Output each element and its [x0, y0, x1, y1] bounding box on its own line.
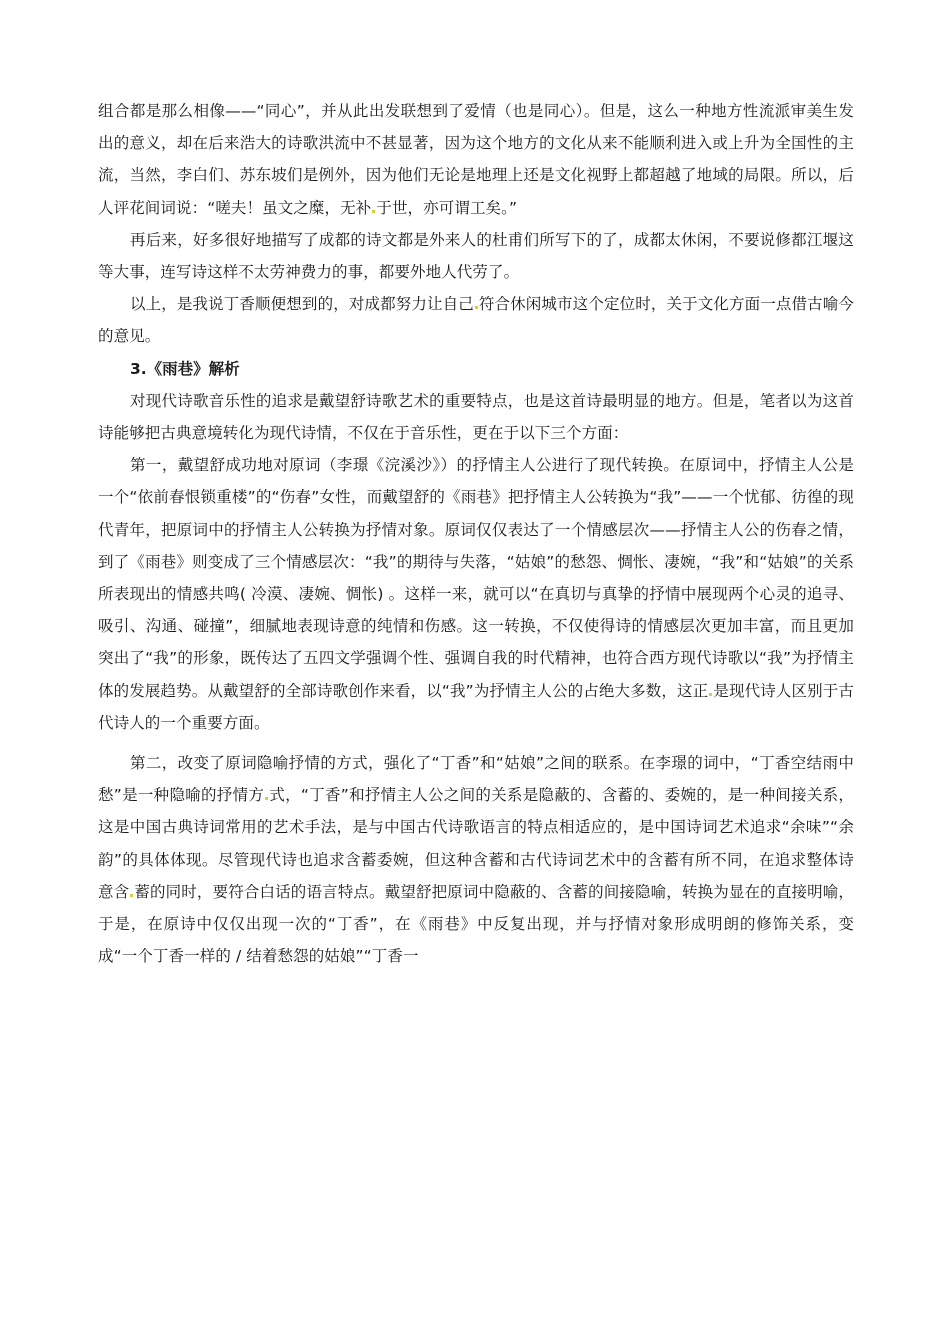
text-segment: 于世，亦可谓工矣。”	[376, 198, 518, 217]
mark-dot-icon	[709, 693, 712, 696]
paragraph-chengdu-poets	[98, 224, 854, 288]
paragraph-second-point	[98, 747, 854, 972]
mark-dot-icon	[130, 894, 133, 897]
mark-dot-icon	[265, 797, 268, 800]
text-segment: 第二，改变了原词隐喻抒情的方式，强化了“丁香”和“姑娘”之间的联系。在李璟的词中，“丁香空结雨中愁”是一种隐喻的抒情方	[98, 754, 854, 805]
paragraph-opinion	[98, 288, 854, 352]
text-segment: 以上，是我说丁香顺便想到的，对成都努力让自己	[130, 295, 474, 314]
text-segment: 符合休闲城市这个定位时，关于文化方面一点借古喻今的意见。	[98, 295, 855, 346]
paragraph-first-point	[98, 449, 854, 739]
text-segment: 第一，戴望舒成功地对原词（李璟《浣溪沙》）的抒情主人公进行了现代转换。在原词中，抒情主人公是一个“依前春恨锁重楼”的“伤春”女性，而戴望舒的《雨巷》把抒情主人公转换为“我”——一个忧郁、彷徨的现代青年，把原词中的抒情主人公转换为抒情对象。原词仅仅表达了一个情感层次——抒情主人公的伤春之情，到了《雨巷》则变成了三个情感层次：“我”的期待与失落，“姑娘”的愁怨、惆怅、凄婉，“我”和“姑娘”的关系所表现出的情感共鸣( 冷漠、凄婉、惆怅) 。这样一来，就可以“在真切与真挚的抒情中展现两个心灵的追寻、吸引、沟通、碰撞”，细腻地表现诗意的纯情和伤感。这一转换，不仅使得诗的情感层次更加丰富，而且更加突出了“我”的形象，既传达了五四文学强调个性、强调自我的时代精神，也符合西方现代诗歌以“我”为抒情主体的发展趋势。从戴望舒的全部诗歌创作来看，以“我”为抒情主人公的占绝大多数，这正	[98, 456, 854, 700]
paragraph-gap	[98, 739, 854, 747]
section-heading	[98, 353, 854, 385]
text-segment: 再后来，好多很好地描写了成都的诗文都是外来人的杜甫们所写下的了，成都太休闲，不要说修都江堰这等大事，连写诗这样不太劳神费力的事，都要外地人代劳了。	[98, 230, 854, 282]
text-segment: 组合都是那么相像——“同心”，并从此出发联想到了爱情（也是同心）。但是，这么一种地方性流派审美生发出的意义，却在后来浩大的诗歌洪流中不甚显著，因为这个地方的文化从来不能顺利进入或上升为全国性的主流，当然，李白们、苏东坡们是例外，因为他们无论是地理上还是文化视野上都超越了地域的局限。所以，后人评花间词说：“嗟夫！虽文之糜，无补	[98, 102, 854, 217]
text-segment: 对现代诗歌音乐性的追求是戴望舒诗歌艺术的重要特点，也是这首诗最明显的地方。但是，笔者以为这首诗能够把古典意境转化为现代诗情，不仅在于音乐性，更在于以下三个方面：	[98, 391, 854, 443]
paragraph-intro-analysis	[98, 385, 854, 449]
text-segment: 蓄的同时，要符合白话的语言特点。戴望舒把原词中隐蔽的、含蓄的间接隐喻，转换为显在的直接明喻，于是，在原诗中仅仅出现一次的“丁香”，在《雨巷》中反复出现，并与抒情对象形成明朗的修饰关系，变成“一个丁香一样的 / 结着愁怨的姑娘”“丁香一	[98, 882, 854, 966]
text-segment: 是现代诗人区别于古代诗人的一个重要方面。	[98, 681, 854, 732]
mark-dot-icon	[475, 306, 478, 309]
paragraph-flower-school	[98, 95, 854, 224]
text-segment: 式，“丁香”和抒情主人公之间的关系是隐蔽的、含蓄的、委婉的，是一种间接关系，这是中国古典诗词常用的艺术手法，是与中国古代诗歌语言的特点相适应的，是中国诗词艺术追求“余味”“余韵”的具体体现。尽管现代诗也追求含蓄委婉，但这种含蓄和古代诗词艺术中的含蓄有所不同，在追求整体诗意含	[98, 786, 854, 901]
heading-text: 3.《雨巷》解析	[130, 359, 240, 378]
document-page	[98, 95, 854, 972]
mark-dot-icon	[372, 210, 375, 213]
